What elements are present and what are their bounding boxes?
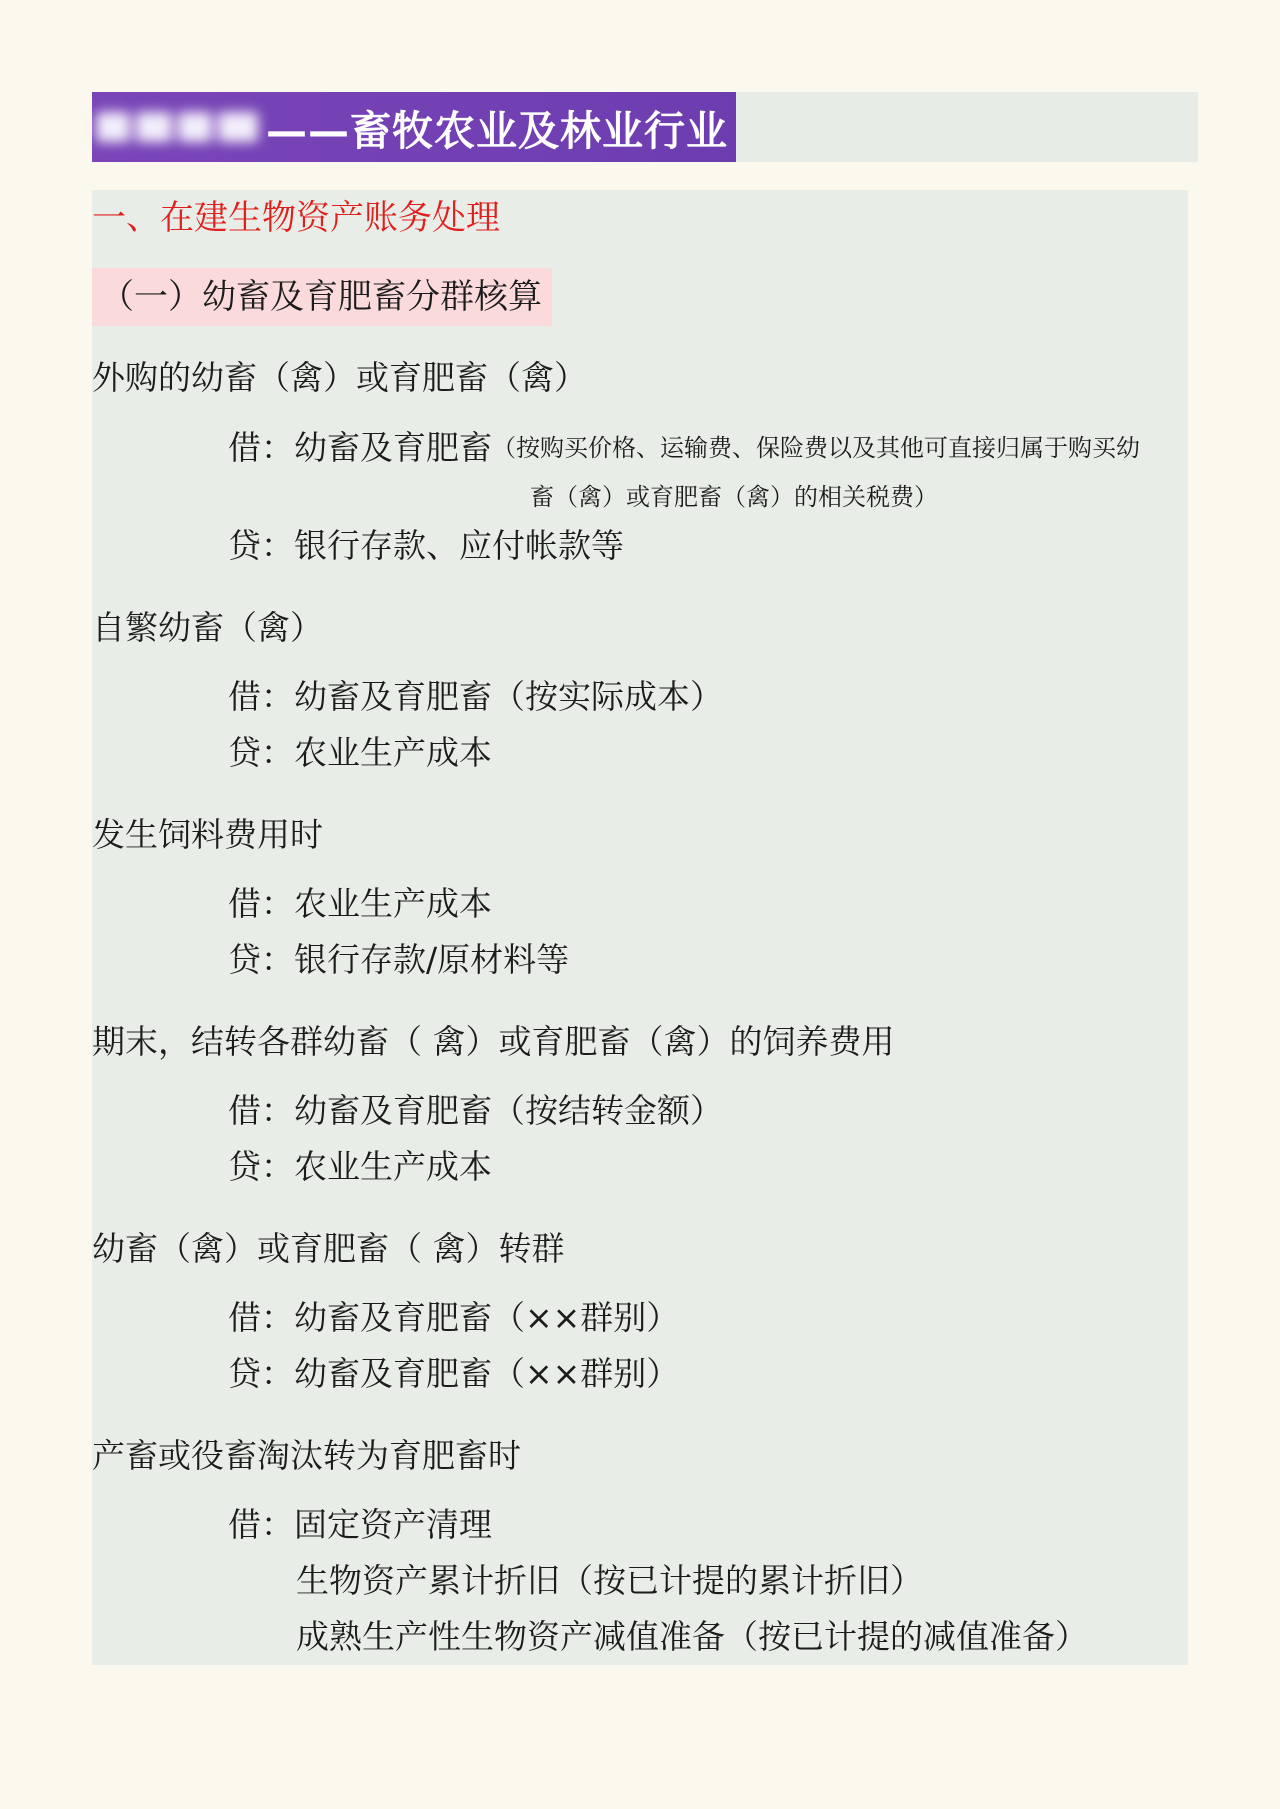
title-bar [92,92,736,162]
category-label: 发生饲料费用时 [92,815,323,854]
credit-entry: 贷：农业生产成本 [228,1147,492,1186]
credit-entry: 贷：幼畜及育肥畜（××群别） [228,1354,680,1393]
page-title: ——畜牧农业及林业行业 [266,106,728,155]
section-heading: 一、在建生物资产账务处理 [92,198,500,238]
obscured-title-prefix [96,106,266,148]
debit-entry-continued: 成熟生产性生物资产减值准备（按已计提的减值准备） [296,1617,1088,1656]
debit-note: （按购买价格、运输费、保险费以及其他可直接归属于购买幼 [492,434,1140,462]
credit-entry: 贷：银行存款/原材料等 [228,940,570,979]
debit-entry: 借：固定资产清理 [228,1505,492,1544]
debit-entry: 借：幼畜及育肥畜（按结转金额） [228,1091,723,1130]
debit-entry-continued: 生物资产累计折旧（按已计提的累计折旧） [296,1561,923,1600]
category-label: 产畜或役畜淘汰转为育肥畜时 [92,1436,521,1475]
debit-entry: 借：幼畜及育肥畜（××群别） [228,1298,680,1337]
debit-entry: 借：幼畜及育肥畜（按实际成本） [228,677,723,716]
credit-entry: 贷：银行存款、应付帐款等 [228,526,624,565]
debit-entry: 借：农业生产成本 [228,884,492,923]
debit-entry [228,428,1140,468]
category-label: 期末，结转各群幼畜（ 禽）或育肥畜（禽）的饲养费用 [92,1022,895,1061]
category-label: 自繁幼畜（禽） [92,608,323,647]
debit-text: 借：幼畜及育肥畜 [228,428,492,467]
sub-heading: （一）幼畜及育肥畜分群核算 [92,268,552,326]
category-label: 外购的幼畜（禽）或育肥畜（禽） [92,358,587,397]
debit-note-continued: 畜（禽）或育肥畜（禽）的相关税费） [530,483,938,511]
credit-entry: 贷：农业生产成本 [228,733,492,772]
category-label: 幼畜（禽）或育肥畜（ 禽）转群 [92,1229,565,1268]
